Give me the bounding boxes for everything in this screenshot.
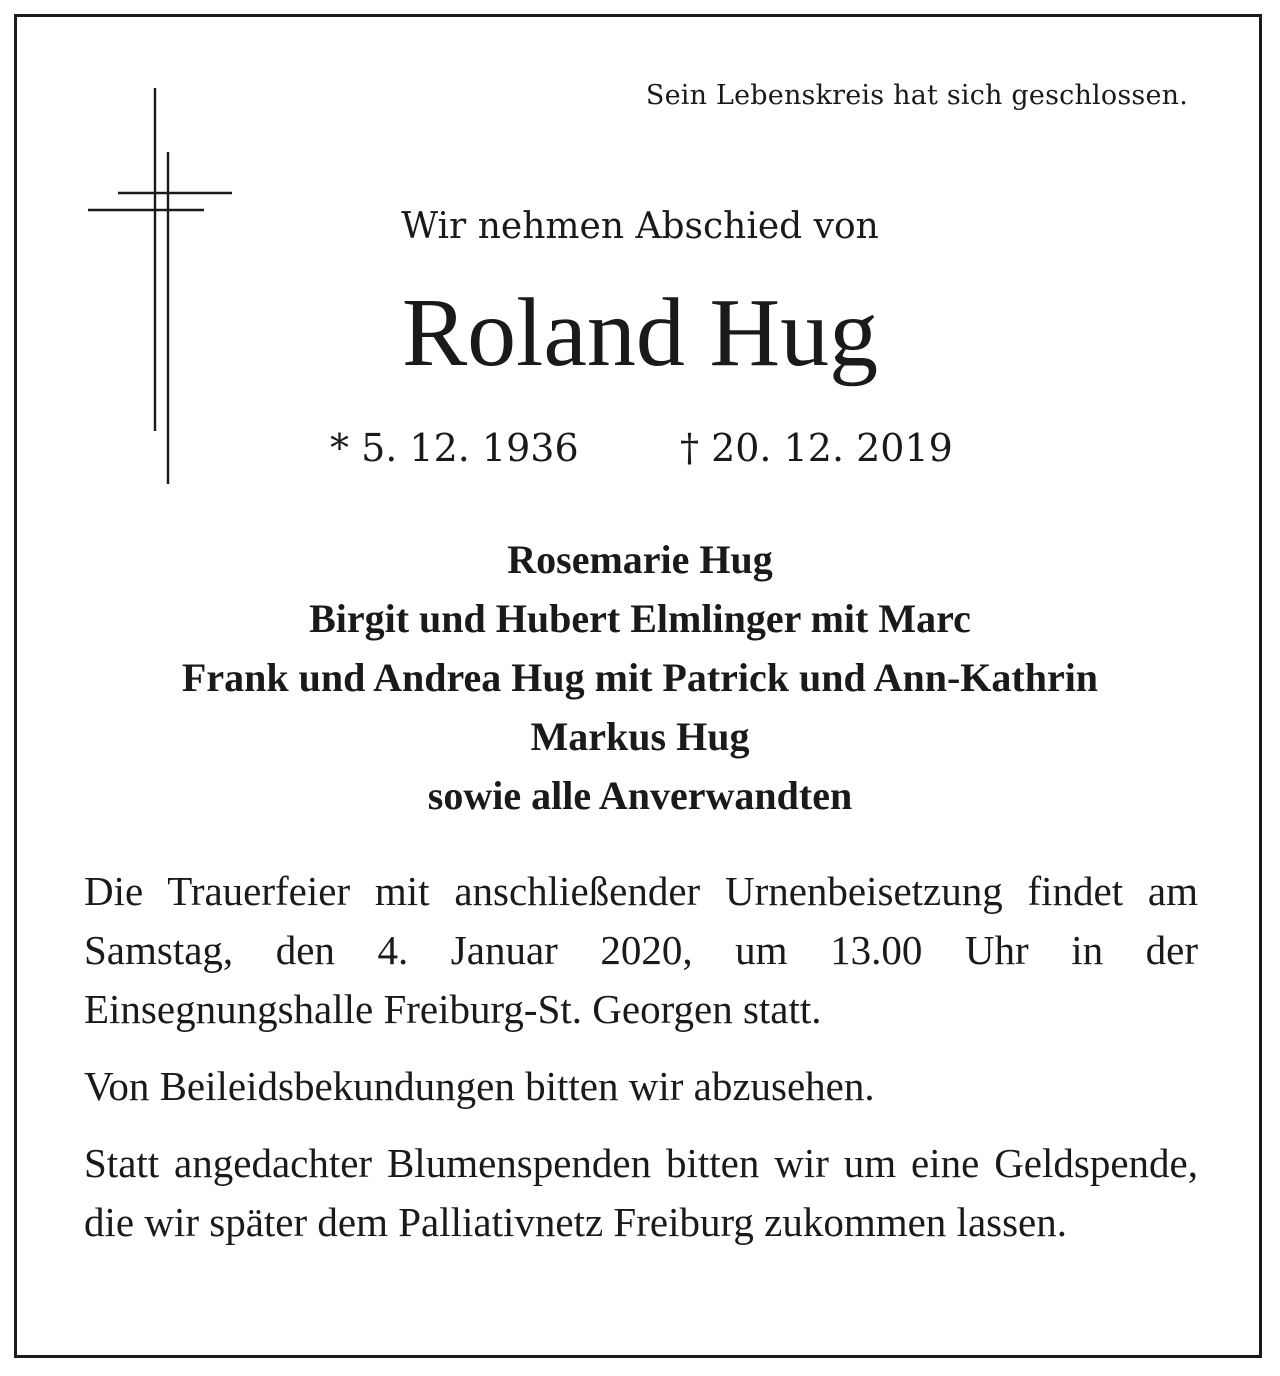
mourner-line: Rosemarie Hug (507, 537, 773, 582)
condolence-notice-paragraph: Von Beileidsbekundungen bitten wir abzusehen. (84, 1063, 875, 1109)
death-date: † 20. 12. 2019 (680, 426, 953, 470)
motto: Sein Lebenskreis hat sich geschlossen. (645, 80, 1188, 111)
donation-request-paragraph: Statt angedachter Blumenspenden bitten wir um eine Geldspende, die wir später dem Palliativnetz Freiburg zukommen lassen. (84, 1140, 1198, 1245)
deceased-name: Roland Hug (401, 279, 879, 387)
announcement-text (84, 862, 1198, 1270)
mourner-line: Frank und Andrea Hug mit Patrick und Ann-Kathrin (181, 655, 1099, 700)
mourner-line: Birgit und Hubert Elmlinger mit Marc (309, 596, 971, 641)
mourners-list (0, 530, 1280, 825)
mourner-line: sowie alle Anverwandten (427, 773, 853, 818)
birth-date: * 5. 12. 1936 (330, 426, 579, 470)
funeral-details-paragraph: Die Trauerfeier mit anschließender Urnenbeisetzung findet am Samstag, den 4. Januar 2020, um 13.00 Uhr in der Einsegnungshalle Freiburg-St. Georgen statt. (84, 868, 1198, 1032)
mourner-line: Markus Hug (530, 714, 750, 759)
farewell-intro: Wir nehmen Abschied von (401, 206, 879, 247)
